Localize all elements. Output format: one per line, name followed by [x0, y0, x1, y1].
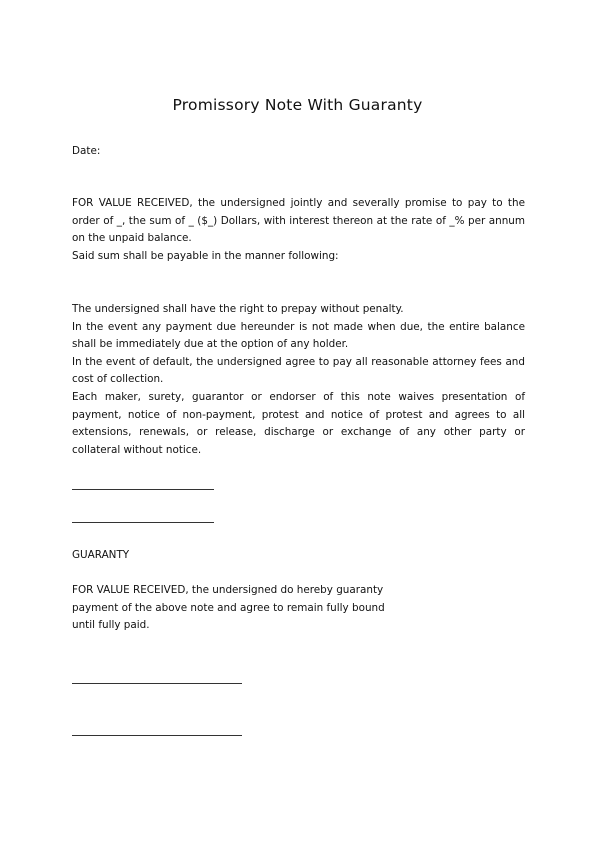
value-received-paragraph: FOR VALUE RECEIVED, the undersigned jointly and severally promise to pay to the order of _, the sum of _ ($_) Dollars, with interest thereon at the rate of _% per annum on the unpaid balance. [72, 197, 525, 245]
prepay-paragraph: The undersigned shall have the right to prepay without penalty. [72, 303, 404, 315]
guaranty-line: FOR VALUE RECEIVED, the undersigned do hereby guaranty [72, 584, 384, 596]
waiver-paragraph: Each maker, surety, guarantor or endorser of this note waives presentation of payment, notice of non-payment, protest and notice of protest and agrees to all extensions, renewals, or release, discharge or exchange of any other party or collateral without notice. [72, 390, 525, 456]
signature-line [72, 522, 214, 524]
conditions-block [72, 301, 525, 459]
document-title: Promissory Note With Guaranty [172, 96, 423, 114]
acceleration-paragraph: In the event any payment due hereunder is not made when due, the entire balance shall be immediately due at the option of any holder. [72, 320, 525, 351]
signature-line [72, 489, 214, 491]
note-terms-block [72, 195, 525, 265]
payment-manner-paragraph: Said sum shall be payable in the manner following: [72, 249, 339, 262]
guarantor-signature-line [72, 735, 242, 737]
guarantor-signature-line [72, 683, 242, 685]
guaranty-line: payment of the above note and agree to remain fully bound [72, 601, 385, 614]
default-paragraph: In the event of default, the undersigned agree to pay all reasonable attorney fees and cost of collection. [72, 355, 525, 386]
guaranty-line: until fully paid. [72, 619, 150, 632]
guaranty-block [72, 582, 412, 635]
guaranty-heading: GUARANTY [72, 549, 130, 561]
date-label: Date: [72, 145, 101, 157]
